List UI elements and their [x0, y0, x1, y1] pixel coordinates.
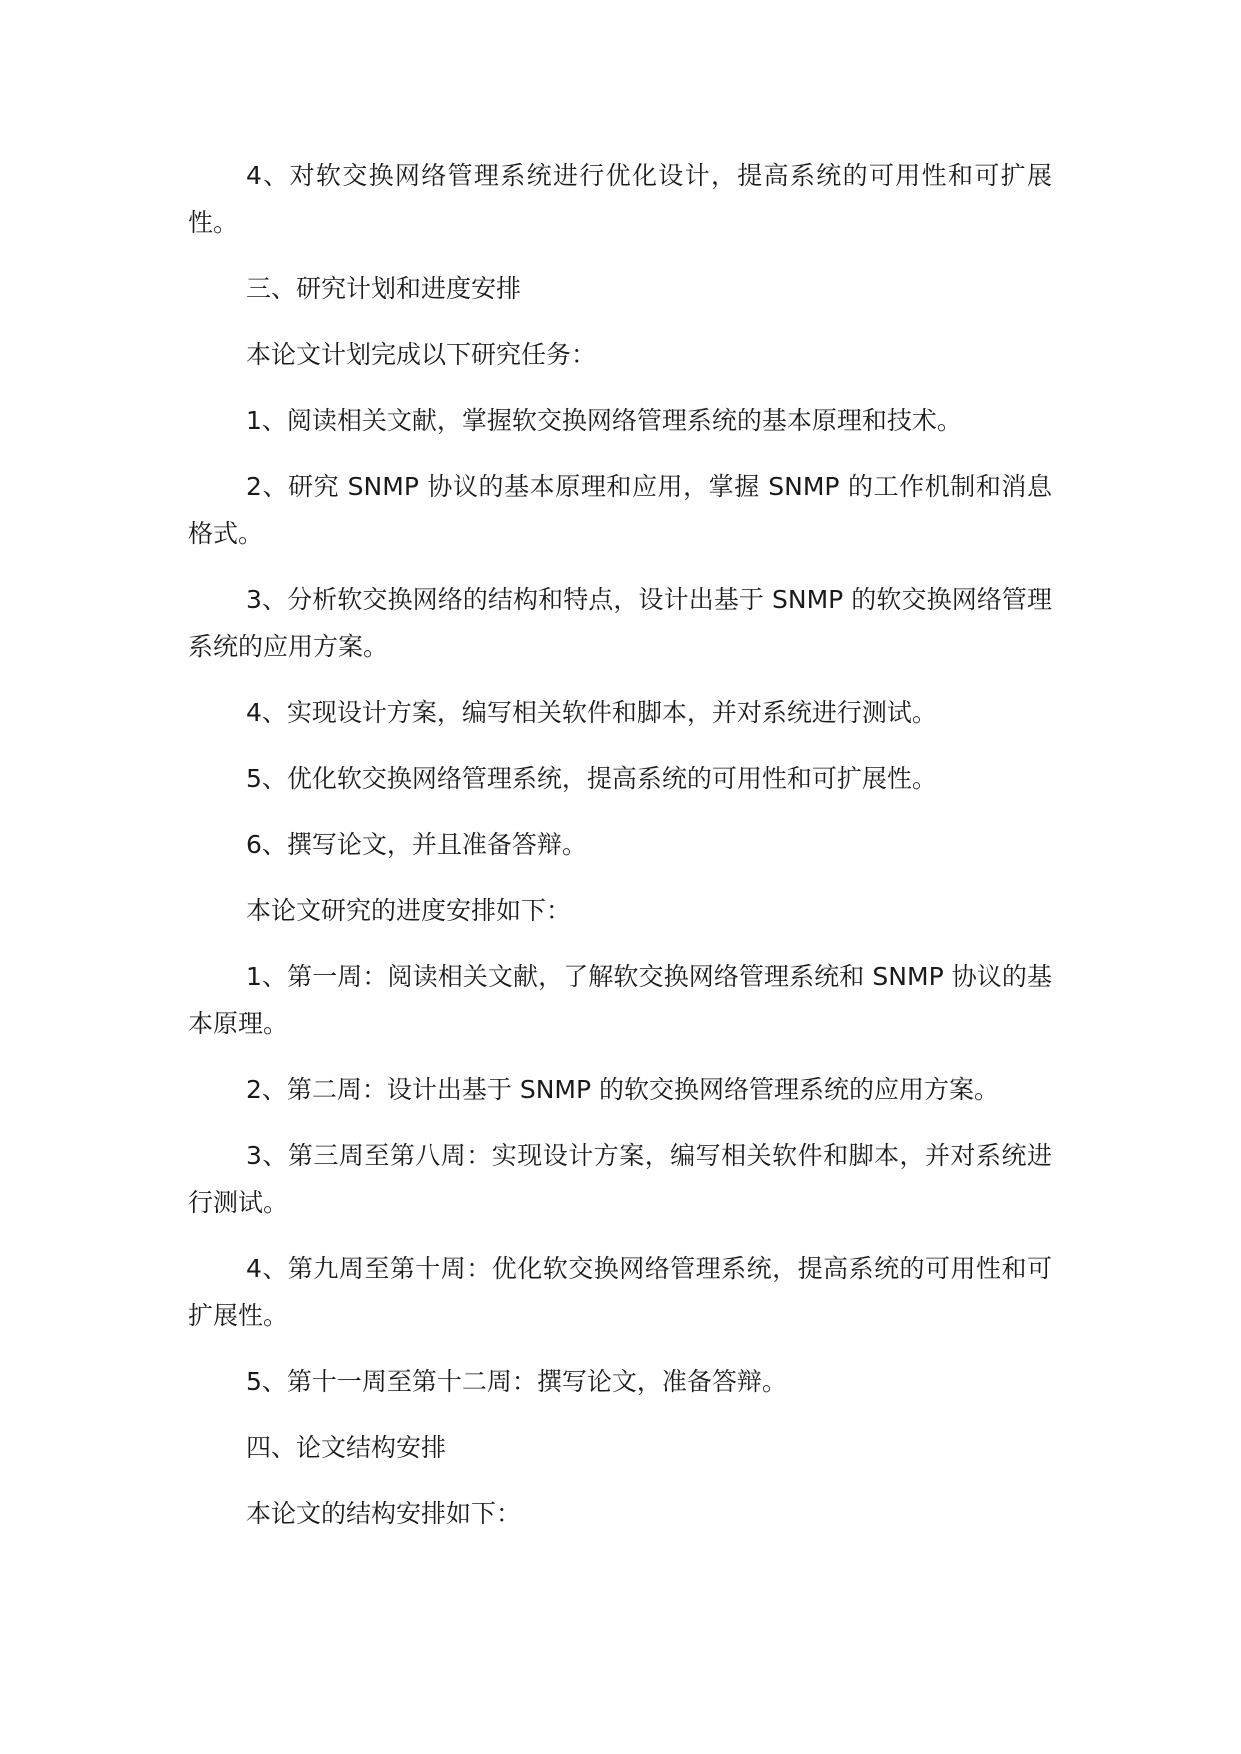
paragraph-structure-intro: 本论文的结构安排如下：	[246, 1499, 522, 1528]
task-item-5: 5、优化软交换网络管理系统，提高系统的可用性和可扩展性。	[246, 764, 937, 793]
paragraph-task-intro: 本论文计划完成以下研究任务：	[246, 340, 597, 369]
schedule-item-5: 5、第十一周至第十二周：撰写论文，准备答辩。	[246, 1367, 787, 1396]
schedule-item-4: 4、第九周至第十周：优化软交换网络管理系统，提高系统的可用性和可扩展性。	[188, 1254, 1052, 1330]
schedule-item-1: 1、第一周：阅读相关文献，了解软交换网络管理系统和 SNMP 协议的基本原理。	[188, 962, 1052, 1038]
paragraph-schedule-intro: 本论文研究的进度安排如下：	[246, 896, 572, 925]
paragraph-optimization-item: 4、对软交换网络管理系统进行优化设计，提高系统的可用性和可扩展性。	[188, 161, 1052, 237]
section-heading-research-plan: 三、研究计划和进度安排	[246, 274, 522, 303]
section-heading-thesis-structure: 四、论文结构安排	[246, 1433, 447, 1462]
task-item-4: 4、实现设计方案，编写相关软件和脚本，并对系统进行测试。	[246, 698, 937, 727]
task-item-6: 6、撰写论文，并且准备答辩。	[246, 830, 587, 859]
task-item-1: 1、阅读相关文献，掌握软交换网络管理系统的基本原理和技术。	[246, 406, 962, 435]
task-item-3: 3、分析软交换网络的结构和特点，设计出基于 SNMP 的软交换网络管理系统的应用方案。	[188, 585, 1052, 661]
schedule-item-2: 2、第二周：设计出基于 SNMP 的软交换网络管理系统的应用方案。	[246, 1075, 1000, 1104]
schedule-item-3: 3、第三周至第八周：实现设计方案，编写相关软件和脚本，并对系统进行测试。	[188, 1141, 1052, 1217]
document-body	[188, 152, 1052, 1556]
task-item-2: 2、研究 SNMP 协议的基本原理和应用，掌握 SNMP 的工作机制和消息格式。	[188, 472, 1052, 548]
